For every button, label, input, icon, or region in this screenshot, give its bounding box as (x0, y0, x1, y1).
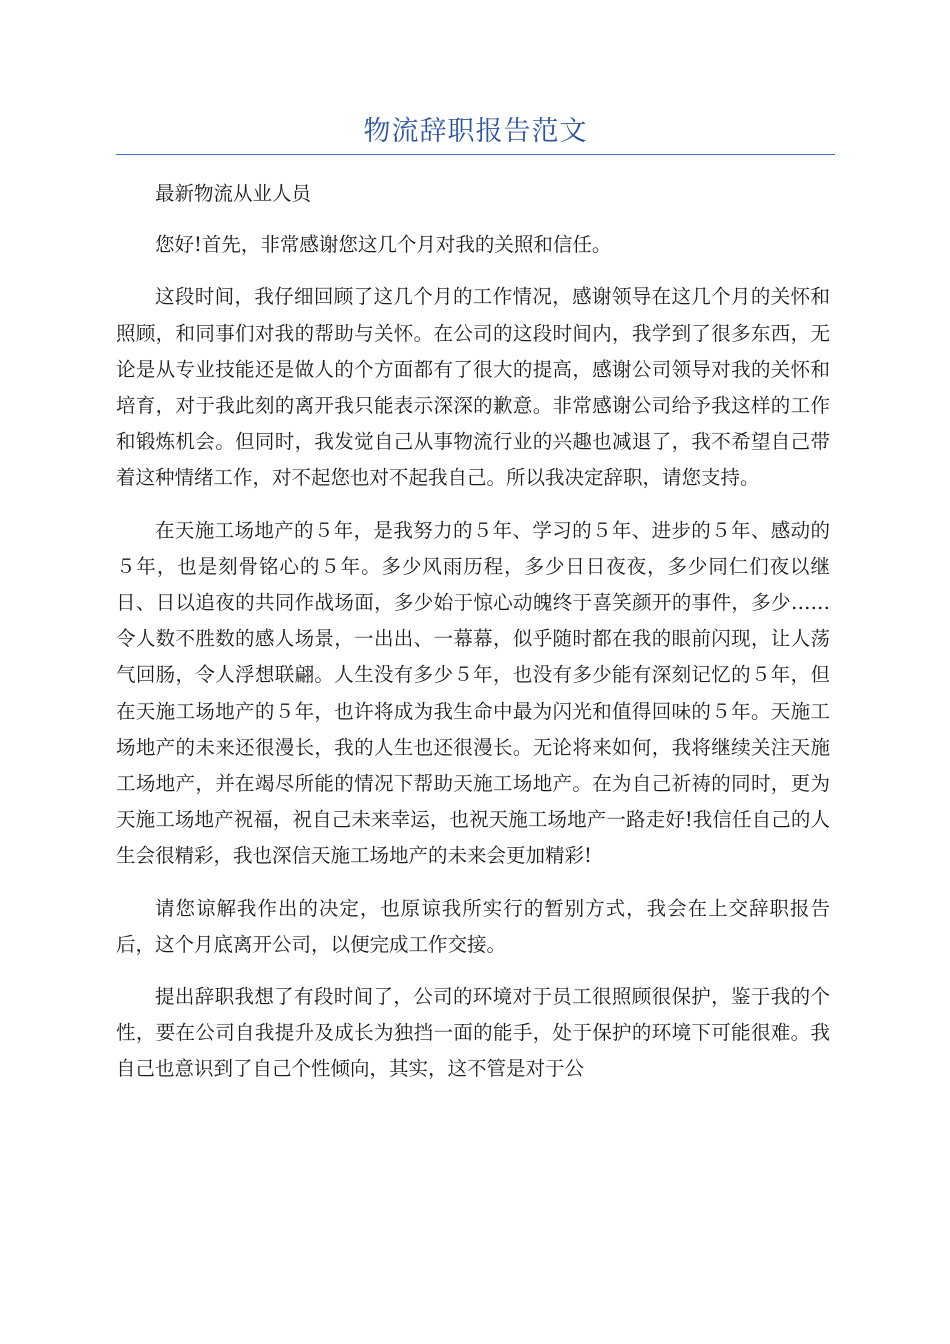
paragraph-greeting: 您好!首先，非常感谢您这几个月对我的关照和信任。 (155, 233, 612, 257)
paragraph-request: 请您谅解我作出的决定，也原谅我所实行的暂别方式，我会在上交辞职报告后，这个月底离开公司，以便完成工作交接。 (116, 896, 830, 956)
salutation: 最新物流从业人员 (155, 182, 312, 205)
page-title: 物流辞职报告范文 (363, 116, 588, 147)
paragraph-reflection: 这段时间，我仔细回顾了这几个月的工作情况，感谢领导在这几个月的关怀和照顾，和同事们对我的帮助与关怀。在公司的这段时间内，我学到了很多东西，无论是从专业技能还是做人的个方面都有了很大的提高，感谢公司领导对我的关怀和培育，对于我此刻的离开我只能表示深深的歉意。非常感谢公司给予我这样的工作和锻炼机会。但同时，我发觉自己从事物流行业的兴趣也减退了，我不希望自己带着这种情绪工作，对不起您也对不起我自己。所以我决定辞职，请您支持。 (116, 285, 830, 490)
paragraph-five-years: 在天施工场地产的５年，是我努力的５年、学习的５年、进步的５年、感动的５年，也是刻骨铭心的５年。多少风雨历程，多少日日夜夜，多少同仁们夜以继日、日以追夜的共同作战场面，多少始于惊心动魄终于喜笑颜开的事件，多少……令人数不胜数的感人场景，一出出、一幕幕，似乎随时都在我的眼前闪现，让人荡气回肠，令人浮想联翩。人生没有多少５年，也没有多少能有深刻记忆的５年，但在天施工场地产的５年，也许将成为我生命中最为闪光和值得回味的５年。天施工场地产的未来还很漫长，我的人生也还很漫长。无论将来如何，我将继续关注天施工场地产，并在竭尽所能的情况下帮助天施工场地产。在为自己祈祷的同时，更为天施工场地产祝福，祝自己未来幸运，也祝天施工场地产一路走好!我信任自己的人生会很精彩，我也深信天施工场地产的未来会更加精彩! (116, 518, 830, 868)
paragraph-reason: 提出辞职我想了有段时间了，公司的环境对于员工很照顾很保护，鉴于我的个性，要在公司自我提升及成长为独挡一面的能手，处于保护的环境下可能很难。我自己也意识到了自己个性倾向，其实，这不管是对于公 (116, 985, 830, 1081)
title-divider (116, 154, 835, 155)
document-body (116, 176, 830, 1104)
